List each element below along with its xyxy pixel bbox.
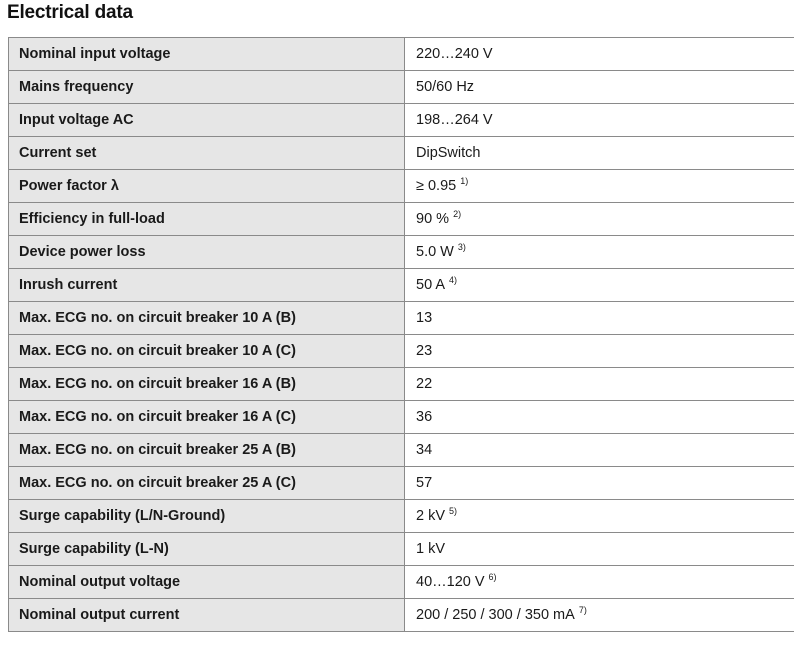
row-value-cell <box>405 203 795 236</box>
table-row <box>9 137 795 170</box>
row-value: 23 <box>416 343 433 359</box>
row-value: 220…240 V <box>416 46 493 62</box>
row-value: 90 % <box>416 211 450 227</box>
table-row <box>9 269 795 302</box>
row-label: Nominal output voltage <box>9 566 405 599</box>
table-row <box>9 71 795 104</box>
row-value-cell <box>405 599 795 632</box>
row-value: 34 <box>416 442 433 458</box>
row-label: Max. ECG no. on circuit breaker 10 A (B) <box>9 302 405 335</box>
row-label: Max. ECG no. on circuit breaker 16 A (C) <box>9 401 405 434</box>
table-row <box>9 302 795 335</box>
row-value: DipSwitch <box>416 145 481 161</box>
row-value: 22 <box>416 376 433 392</box>
row-value-cell <box>405 368 795 401</box>
footnote-marker: 1) <box>460 176 469 187</box>
table-row <box>9 533 795 566</box>
row-label: Nominal input voltage <box>9 38 405 71</box>
row-value: 198…264 V <box>416 112 493 128</box>
electrical-data-table <box>8 37 794 632</box>
row-value: 57 <box>416 475 433 491</box>
table-row <box>9 599 795 632</box>
row-label: Max. ECG no. on circuit breaker 16 A (B) <box>9 368 405 401</box>
row-label: Device power loss <box>9 236 405 269</box>
row-value: 36 <box>416 409 433 425</box>
row-value-cell <box>405 434 795 467</box>
row-label: Power factor λ <box>9 170 405 203</box>
footnote-marker: 5) <box>449 506 458 517</box>
row-value-cell <box>405 401 795 434</box>
row-value-cell <box>405 533 795 566</box>
row-value-cell <box>405 170 795 203</box>
table-row <box>9 368 795 401</box>
row-value: 5.0 W <box>416 244 454 260</box>
row-label: Max. ECG no. on circuit breaker 10 A (C) <box>9 335 405 368</box>
row-value: 13 <box>416 310 433 326</box>
table-row <box>9 434 795 467</box>
table-row <box>9 170 795 203</box>
row-label: Nominal output current <box>9 599 405 632</box>
row-value: ≥ 0.95 <box>416 178 457 194</box>
row-value: 2 kV <box>416 508 446 524</box>
row-value-cell <box>405 236 795 269</box>
row-value-cell <box>405 467 795 500</box>
table-row <box>9 104 795 137</box>
row-label: Max. ECG no. on circuit breaker 25 A (C) <box>9 467 405 500</box>
footnote-marker: 3) <box>457 242 466 253</box>
row-label: Inrush current <box>9 269 405 302</box>
page-title: Electrical data <box>7 2 133 23</box>
table-row <box>9 467 795 500</box>
footnote-marker: 6) <box>488 572 497 583</box>
table-row <box>9 566 795 599</box>
table-row <box>9 335 795 368</box>
row-value-cell <box>405 500 795 533</box>
row-value: 50/60 Hz <box>416 79 475 95</box>
row-label: Input voltage AC <box>9 104 405 137</box>
row-label: Current set <box>9 137 405 170</box>
row-value-cell <box>405 566 795 599</box>
table-row <box>9 500 795 533</box>
row-label: Surge capability (L-N) <box>9 533 405 566</box>
footnote-marker: 4) <box>449 275 458 286</box>
table-row <box>9 203 795 236</box>
footnote-marker: 2) <box>453 209 462 220</box>
row-value-cell <box>405 104 795 137</box>
row-value: 50 A <box>416 277 446 293</box>
row-value: 1 kV <box>416 541 446 557</box>
row-value-cell <box>405 269 795 302</box>
row-label: Surge capability (L/N-Ground) <box>9 500 405 533</box>
row-value-cell <box>405 71 795 104</box>
row-label: Efficiency in full-load <box>9 203 405 236</box>
table-body <box>9 38 795 632</box>
row-value: 40…120 V <box>416 574 485 590</box>
row-value-cell <box>405 335 795 368</box>
row-label: Mains frequency <box>9 71 405 104</box>
row-value-cell <box>405 302 795 335</box>
row-value-cell <box>405 38 795 71</box>
row-value: 200 / 250 / 300 / 350 mA <box>416 607 575 623</box>
table-row <box>9 401 795 434</box>
row-value-cell <box>405 137 795 170</box>
row-label: Max. ECG no. on circuit breaker 25 A (B) <box>9 434 405 467</box>
table-row <box>9 38 795 71</box>
footnote-marker: 7) <box>578 605 587 616</box>
table-row <box>9 236 795 269</box>
